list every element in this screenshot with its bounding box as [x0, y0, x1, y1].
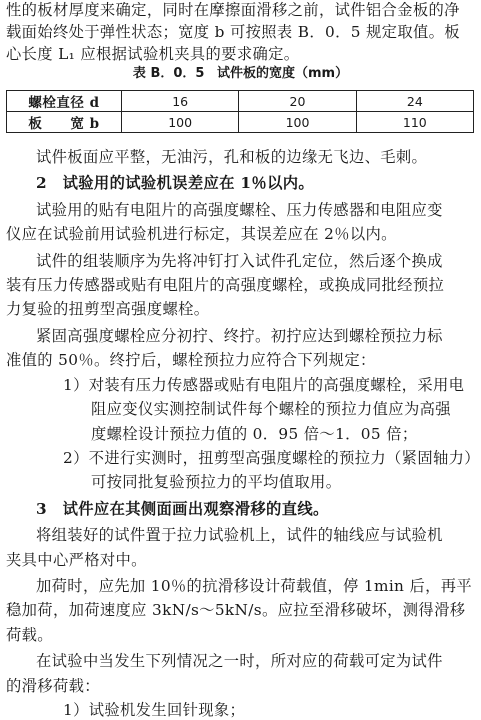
- paragraph-line: 试件板面应平整，无油污，孔和板的边缘无飞边、毛刺。: [36, 148, 428, 166]
- table-row: [7, 91, 474, 112]
- list-item: 1）试验机发生回针现象；: [63, 701, 246, 719]
- paragraph-line: 度螺栓设计预拉力值的 0．95 倍～1．05 倍；: [91, 424, 418, 443]
- table-caption-number: 表 B．0．5: [132, 66, 205, 81]
- paragraph-line: 心长度 L₁ 应根据试验机夹具的要求确定。: [6, 45, 300, 63]
- paragraph-line: 仪应在试验前用试验机进行标定，其误差应在 2％以内。: [6, 225, 397, 244]
- paragraph-line: 准值的 50％。终拧后，螺栓预拉力应符合下列规定：: [6, 351, 376, 370]
- paragraph-line: 加荷时，应先加 10％的抗滑移设计荷载值，停 1min 后，再平: [36, 576, 473, 595]
- paragraph-line: 装有压力传感器或贴有电阻片的高强度螺栓，或换成同批经预拉: [6, 275, 445, 294]
- paragraph-line: 将组装好的试件置于拉力试验机上，试件的轴线应与试验机: [36, 526, 443, 545]
- paragraph-line: 夹具中心严格对中。: [6, 550, 147, 569]
- paragraph-line: 性的板材厚度来确定，同时在摩擦面滑移之前，试件铝合金板的净: [6, 1, 460, 19]
- table-cell: 24: [356, 91, 473, 112]
- row-header-plate-width: 板 宽 b: [7, 112, 122, 133]
- section-heading: 3 试件应在其侧面画出观察滑移的直线。: [36, 499, 329, 518]
- plate-width-table: [6, 90, 474, 133]
- list-item: 1）对装有压力传感器或贴有电阻片的高强度螺栓，采用电: [63, 375, 465, 394]
- table-caption-title: 试件板的宽度（mm）: [216, 66, 349, 81]
- paragraph-line: 试件的组装顺序为先将冲钉打入试件孔定位，然后逐个换成: [36, 251, 443, 270]
- table-caption: [0, 66, 481, 82]
- table-cell: 100: [239, 112, 356, 133]
- table-cell: 110: [356, 112, 473, 133]
- table-cell: 20: [239, 91, 356, 112]
- paragraph-line: 可按同批复验预拉力的平均值取用。: [91, 473, 342, 492]
- paragraph-line: 力复验的扭剪型高强度螺栓。: [6, 300, 210, 319]
- table-cell: 100: [122, 112, 239, 133]
- table-cell: 16: [122, 91, 239, 112]
- paragraph-line: 阻应变仪实测控制试件每个螺栓的预拉力值应为高强: [91, 400, 451, 418]
- paragraph-line: 紧固高强度螺栓应分初拧、终拧。初拧应达到螺栓预拉力标: [36, 326, 443, 345]
- paragraph-line: 载面始终处于弹性状态；宽度 b 可按照表 B．0．5 规定取值。板: [6, 23, 460, 41]
- paragraph-line: 荷载。: [6, 625, 53, 644]
- paragraph-line: 在试验中当发生下列情况之一时，所对应的荷载可定为试件: [36, 652, 443, 671]
- list-item: 2）不进行实测时，扭剪型高强度螺栓的预拉力（紧固轴力）: [63, 449, 480, 467]
- row-header-bolt-diameter: 螺栓直径 d: [7, 91, 122, 112]
- paragraph-line: 的滑移荷载：: [6, 676, 100, 695]
- paragraph-line: 稳加荷，加荷速度应 3kN/s～5kN/s。应拉至滑移破坏，测得滑移: [6, 601, 466, 620]
- section-heading: 2 试验用的试验机误差应在 1％以内。: [36, 174, 315, 193]
- paragraph-line: 试验用的贴有电阻片的高强度螺栓、压力传感器和电阻应变: [36, 200, 443, 219]
- table-row: [7, 112, 474, 133]
